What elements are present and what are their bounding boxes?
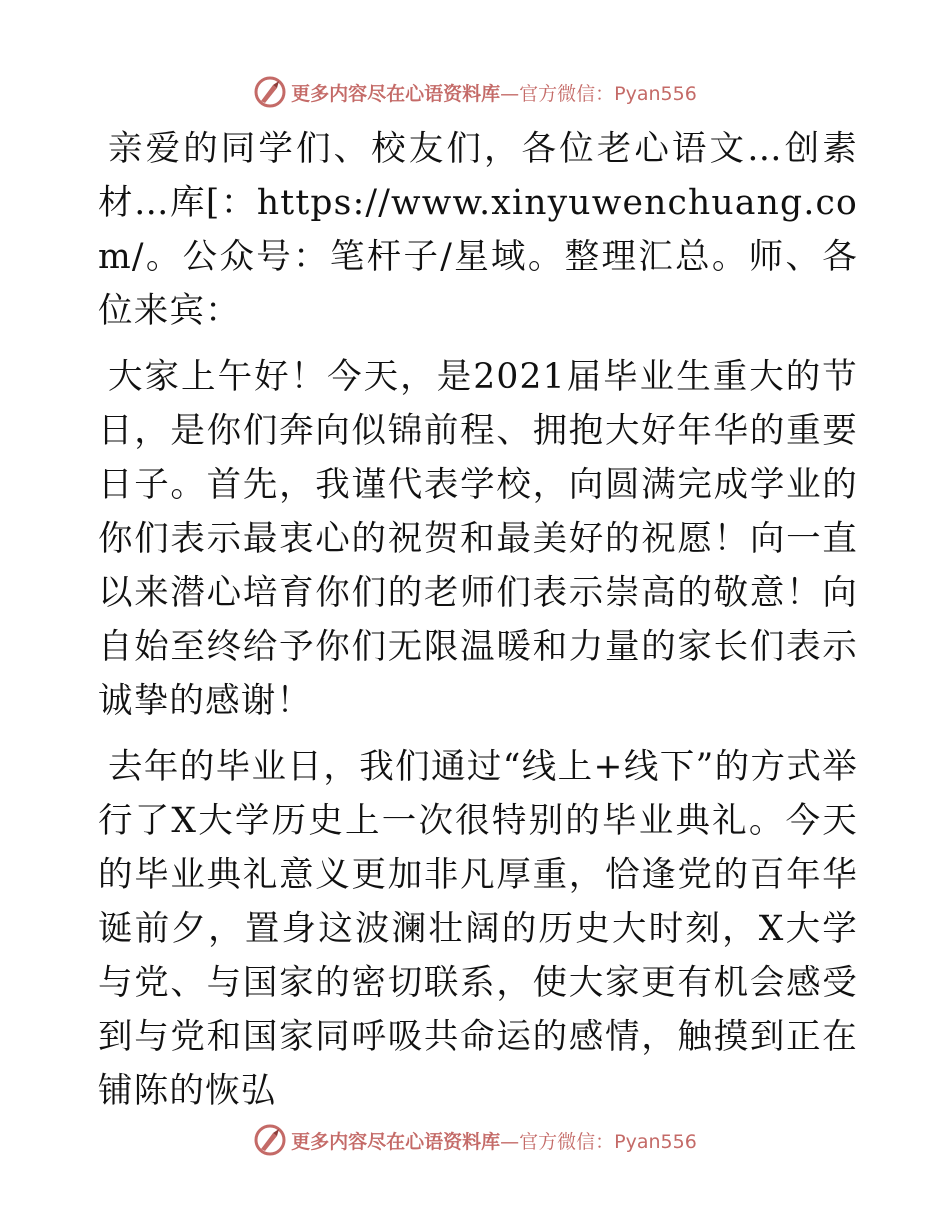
document-body xyxy=(98,122,858,1118)
paragraph-1: 亲爱的同学们、校友们，各位老心语文…创素材…库[：https://www.xinyuwenchuang.com/。公众号：笔杆子/星域。整理汇总。师、各位来宾： xyxy=(98,129,858,331)
pen-circle-logo-icon xyxy=(253,75,287,109)
paragraph-3: 去年的毕业日，我们通过“线上+线下”的方式举行了X大学历史上一次很特别的毕业典礼。今天的毕业典礼意义更加非凡厚重，恰逢党的百年华诞前夕，置身这波澜壮阔的历史大时刻，X大学与党、与国家的密切联系，使大家更有机会感受到与党和国家同呼吸共命运的感情，触摸到正在铺陈的恢弘 xyxy=(98,747,858,1111)
footer-watermark xyxy=(0,1120,950,1160)
pen-circle-logo-icon xyxy=(253,1123,287,1157)
header-watermark xyxy=(0,72,950,112)
paragraph-2: 大家上午好！今天，是2021届毕业生重大的节日，是你们奔向似锦前程、拥抱大好年华的重要日子。首先，我谨代表学校，向圆满完成学业的你们表示最衷心的祝贺和最美好的祝愿！向一直以来潜心培育你们的老师们表示崇高的敬意！向自始至终给予你们无限温暖和力量的家长们表示诚挚的感谢！ xyxy=(98,357,858,721)
footer-watermark-text: 更多内容尽在心语资料库 xyxy=(291,1130,501,1153)
header-watermark-wechat: —官方微信：Pyan556 xyxy=(500,82,697,105)
header-watermark-text: 更多内容尽在心语资料库 xyxy=(291,82,501,105)
footer-watermark-wechat: —官方微信：Pyan556 xyxy=(500,1130,697,1153)
